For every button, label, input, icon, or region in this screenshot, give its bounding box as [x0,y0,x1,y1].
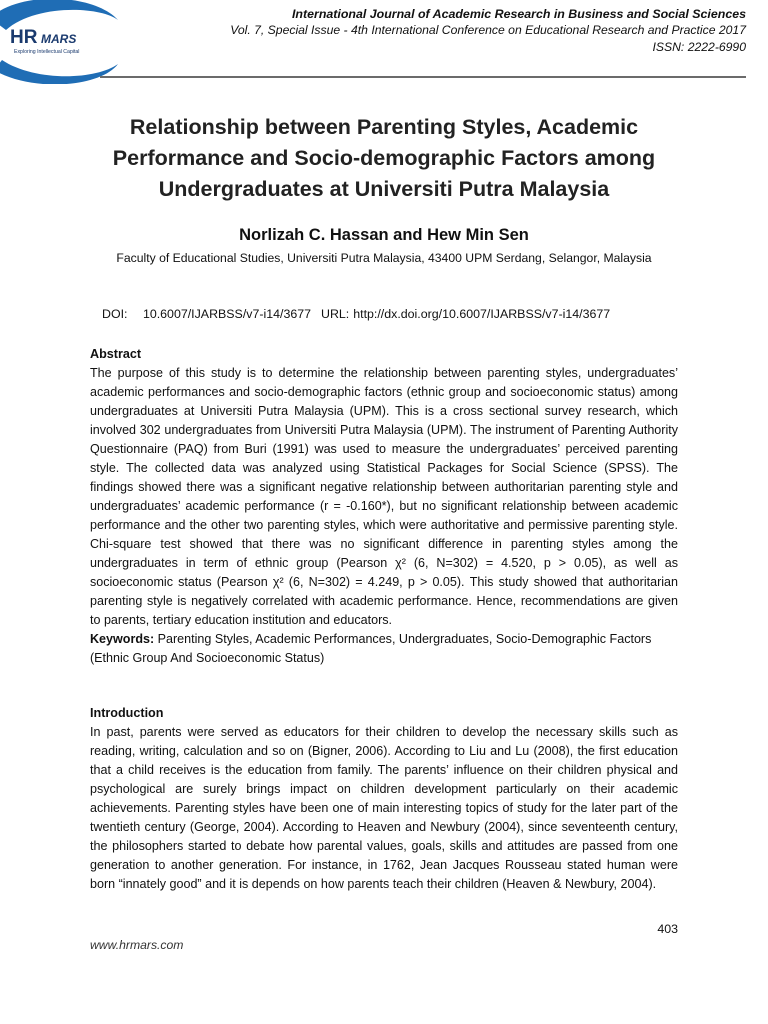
svg-text:HR: HR [10,27,38,48]
abstract-section [90,345,678,668]
introduction-section [90,704,678,894]
abstract-heading: Abstract [90,347,142,361]
author-affiliation: Faculty of Educational Studies, Universiti Putra Malaysia, 43400 UPM Serdang, Selangor, Malaysia [116,251,652,265]
svg-text:MARS: MARS [41,32,77,46]
doi-value[interactable]: 10.6007/IJARBSS/v7-i14/3677 [142,307,312,321]
doi-label: DOI: [102,307,128,321]
doi-line [102,307,622,321]
issn: ISSN: 2222-6990 [652,40,746,54]
introduction-text: In past, parents were served as educators for their children to develop the necessary skills such as reading, writing, calculation and so on (Bigner, 2006). According to Liu and Lu (2008), the first education that a child receives is the education from family. The parents’ influence on their children physical and psychological are surely brings impact on children development particularly on their academic achievements. Parenting styles have been one of main interesting topics of study for the later part of the twentieth century (George, 2004). According to Heaven and Newbury (2004), since seventeenth century, the philosophers started to debate how parental values, goals, skills and attitudes are passed from one generation to another generation. For instance, in 1762, Jean Jacques Rousseau stated human were born “innately good” and it is depends on how parents teach their children (Heaven & Newbury, 2004). [90,725,678,891]
keywords-text: Parenting Styles, Academic Performances, Undergraduates, Socio-Demographic Factors (Ethnic Group And Socioeconomic Status) [90,632,652,665]
page-number: 403 [657,922,678,936]
keywords [90,630,678,668]
svg-text:Exploring Intellectual Capital: Exploring Intellectual Capital [14,49,80,55]
header-divider [100,76,746,78]
keywords-label: Keywords: [90,632,155,646]
doi-url-link[interactable]: http://dx.doi.org/10.6007/IJARBSS/v7-i14/3677 [353,307,611,321]
hrmars-logo [0,0,130,84]
volume-line: Vol. 7, Special Issue - 4th International Conference on Educational Research and Practice 2017 [230,23,746,37]
footer-url[interactable]: www.hrmars.com [90,938,184,952]
abstract-text: The purpose of this study is to determine the relationship between parenting styles, undergraduates’ academic performances and socio-demographic factors (ethnic group and socioeconomic status) among undergraduates at Universiti Putra Malaysia (UPM). This is a cross sectional survey research, which involved 302 undergraduates from Universiti Putra Malaysia (UPM). The instrument of Parenting Authority Questionnaire (PAQ) from Buri (1991) was used to measure the undergraduates’ perceived parenting style. The collected data was analyzed using Statistical Packages for Social Science (SPSS). The findings showed there was a significant negative relationship between authoritarian parenting style and undergraduates’ academic performance (r = -0.160*), but no significant relationship between academic performance and the other two parenting styles, which were authoritative and permissive parenting style. Chi-square test showed that there was no significant difference in parenting styles among the undergraduates in term of ethnic group (Pearson χ² (6, N=302) = 4.520, p > 0.05), as well as socioeconomic status (Pearson χ² (6, N=302) = 4.249, p > 0.05). This study showed that authoritarian parenting style is negatively correlated with academic performance. Hence, recommendations are given to parents, tertiary education institution and educators. [90,366,678,627]
paper-title: Relationship between Parenting Styles, Academic Performance and Socio-demographic Factors among Undergraduates at Universiti Putra Malaysia [112,115,656,201]
journal-name: International Journal of Academic Research in Business and Social Sciences [291,7,746,21]
paper-authors: Norlizah C. Hassan and Hew Min Sen [239,226,529,244]
journal-header [230,6,746,55]
url-label: URL: [321,307,350,321]
introduction-heading: Introduction [90,706,164,720]
